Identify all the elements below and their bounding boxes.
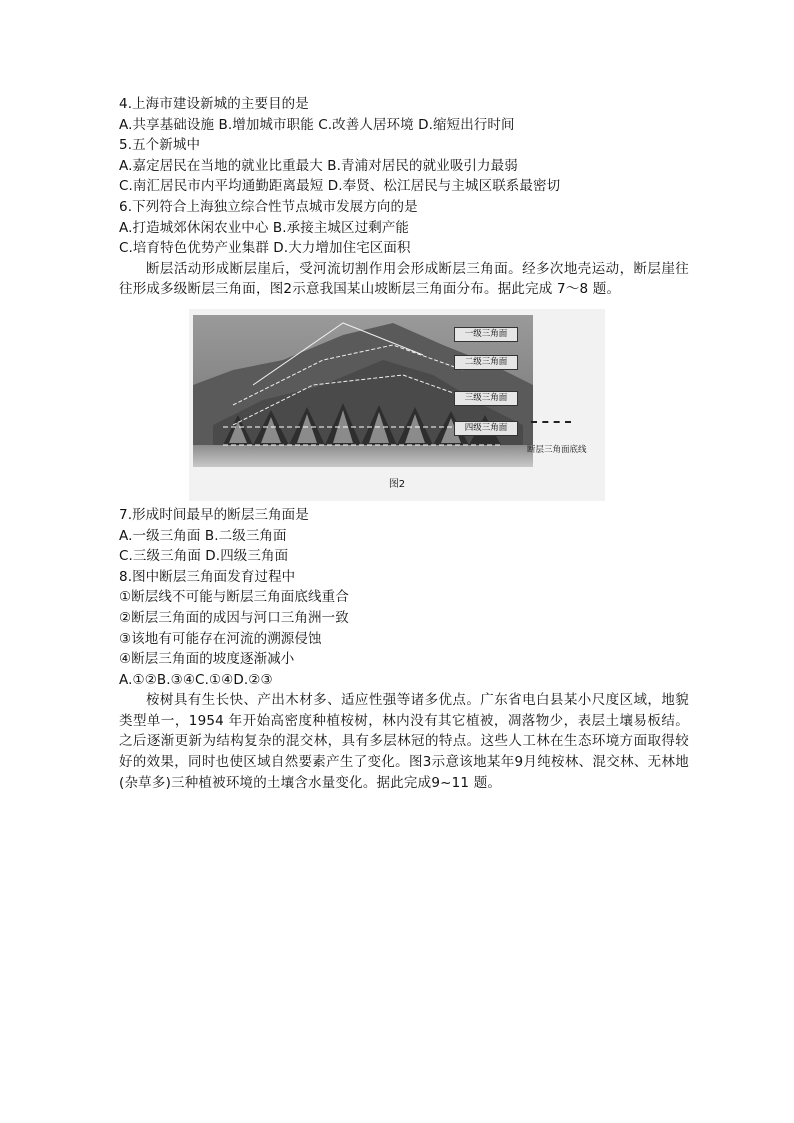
label-level-4: 四级三角面 — [454, 421, 518, 436]
question-7-stem: 7.形成时间最早的断层三角面是 — [119, 506, 309, 523]
question-8-options: A.①②B.③④C.①④D.②③ — [119, 671, 273, 688]
figure-caption: 图2 — [388, 478, 406, 490]
question-8-statement-2: ②断层三角面的成因与河口三角洲一致 — [119, 609, 349, 626]
label-level-3: 三级三角面 — [454, 391, 518, 406]
question-5-options-cd: C.南汇居民市内平均通勤距离最短 D.奉贤、松江居民与主城区联系最密切 — [119, 178, 561, 195]
question-8-statement-1: ①断层线不可能与断层三角面底线重合 — [119, 589, 349, 606]
exam-page — [119, 94, 689, 793]
question-6-stem: 6.下列符合上海独立综合性节点城市发展方向的是 — [119, 198, 418, 215]
passage-fault-triangles: 断层活动形成断层崖后，受河流切割作用会形成断层三角面。经多次地壳运动，断层崖往往形成多级断层三角面，图2示意我国某山坡断层三角面分布。据此完成 7～8 题。 — [119, 260, 689, 298]
label-level-2: 二级三角面 — [454, 355, 518, 370]
question-8-stem: 8.图中断层三角面发育过程中 — [119, 568, 296, 585]
question-7-options-cd: C.三级三角面 D.四级三角面 — [119, 548, 289, 565]
question-4-options: A.共享基础设施 B.增加城市职能 C.改善人居环境 D.缩短出行时间 — [119, 116, 515, 133]
question-5-options-ab: A.嘉定居民在当地的就业比重最大 B.青浦对居民的就业吸引力最弱 — [119, 157, 518, 174]
label-level-1: 一级三角面 — [454, 327, 518, 342]
question-4-stem: 4.上海市建设新城的主要目的是 — [119, 96, 309, 112]
question-8-statement-4: ④断层三角面的坡度逐渐减小 — [119, 651, 295, 668]
figure-2 — [189, 309, 605, 501]
question-8-statement-3: ③该地有可能存在河流的溯源侵蚀 — [119, 630, 322, 647]
legend-label: 断层三角面底线 — [527, 444, 587, 455]
question-6-options-ab: A.打造城郊休闲农业中心 B.承接主城区过剩产能 — [119, 219, 410, 236]
passage-eucalyptus: 桉树具有生长快、产出木材多、适应性强等诸多优点。广东省电白县某小尺度区域，地貌类型单一，1954 年开始高密度种植桉树，林内没有其它植被，凋落物少，表层土壤易板结。之后逐渐更新为结构复杂的混交林，具有多层林冠的特点。这些人工林在生态环境方面取得较好的效果，同时也使区域自然要素产生了变化。图3示意该地某年9月纯桉林、混交林、无林地(杂草多)三种植被环境的土壤含水量变化。据此完成9~11 题。 — [119, 692, 689, 791]
question-7-options-ab: A.一级三角面 B.二级三角面 — [119, 527, 287, 544]
question-6-options-cd: C.培育特色优势产业集群 D.大力增加住宅区面积 — [119, 240, 411, 257]
question-5-stem: 5.五个新城中 — [119, 137, 201, 154]
legend-dash-line — [531, 421, 571, 423]
